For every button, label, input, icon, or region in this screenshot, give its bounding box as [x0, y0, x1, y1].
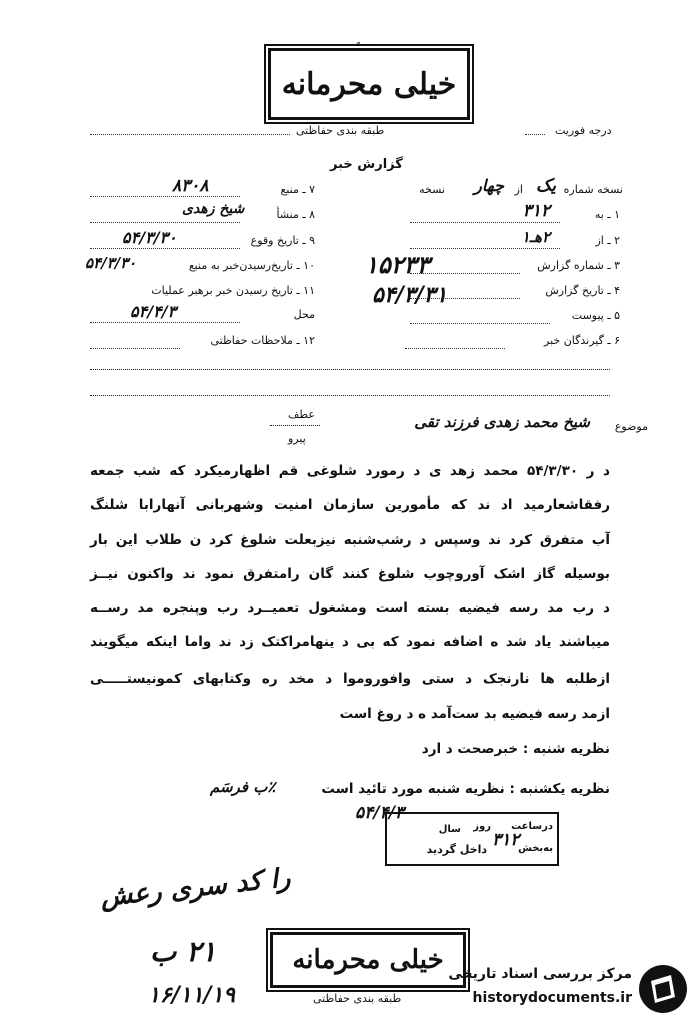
body-line-2: رفقاشعارمید اد ند که مأمورین سازمان امنیت وشهربانی آنهارابا شلنگ [90, 497, 610, 513]
origin-label: ۸ ـ منشأ [276, 208, 315, 221]
location-label: محل [293, 308, 315, 321]
occurrence-date-label: ۹ ـ تاریخ وقوع [250, 234, 315, 247]
urgency-dots [525, 134, 545, 135]
body-line-7: ازطلبه ها نارنجک د ستی وافوروموا د مخد ره وکتابهای کمونیستـــــی [90, 671, 610, 687]
source-label: ۷ ـ منبع [280, 183, 315, 196]
header-divider [90, 369, 610, 370]
receipt-date-value: ۵۴/۴/۳ [355, 803, 404, 823]
saturday-opinion: نظریه شنبه : خبرصحت د ارد [421, 741, 610, 757]
occurrence-date-value: ۵۴/۳/۳۰ [122, 228, 177, 247]
report-number-value: ۱۵۲۳۳ [365, 250, 430, 279]
classification-dots [90, 134, 290, 135]
copy-number-value: یک [536, 176, 556, 196]
source-value: ۸۳۰۸ [172, 176, 209, 196]
sunday-opinion: نظریه یکشنبه : نظریه شنبه مورد تائید است [321, 781, 610, 797]
location-dots [90, 322, 240, 323]
classification-label: طبقه بندی حفاظتی [296, 124, 385, 137]
bottom-classification-stamp: خیلی محرمانه [270, 932, 466, 988]
body-line-8: ازمد رسه فیضیه بد ست‌آمد ه د روغ است [339, 706, 610, 722]
field-to-value: ۳۱۲ [522, 201, 550, 221]
location-value: ۵۴/۴/۳ [130, 302, 177, 321]
copy-of-label: از [514, 183, 523, 196]
occurrence-date-dots [90, 248, 240, 249]
follow-up-label: پیرو [288, 432, 306, 445]
field-from-label: ۲ ـ از [595, 234, 620, 247]
body-line-4: بوسیله گاز اشک آوروچوب شلوغ کنند گان رامتفرق نمود ند واکنون نیــز [90, 566, 610, 582]
urgency-label: درجه فوریت [555, 124, 612, 137]
origin-value: شیخ زهدی [182, 201, 245, 217]
receipt-day-label: روز [473, 821, 491, 832]
recipients-label: ۶ ـ گیرندگان خبر [544, 334, 620, 347]
watermark-url: historydocuments.ir [472, 990, 632, 1006]
attachment-dots [410, 323, 550, 324]
archive-logo-icon [637, 963, 689, 1015]
handwritten-date: ۱۶/۱۱/۱۹ [148, 982, 235, 1008]
source-received-date-label: ۱۰ ـ تاریخ‌رسیدن‌خبر به منبع [188, 259, 315, 272]
body-line-6: میباشند یاد شد ه اضافه نمود که بی د ینهامراکتک زد ند واما اینکه میگویند [90, 634, 610, 650]
report-number-label: ۳ ـ شماره گزارش [537, 259, 620, 272]
field-to-label: ۱ ـ به [594, 208, 620, 221]
report-date-value: ۵۴/۳/۳۱ [372, 282, 448, 308]
receipt-year-label: سال [438, 824, 461, 835]
receipt-entered-label: داخل گردید [426, 843, 487, 856]
ops-received-date-label: ۱۱ ـ تاریخ رسیدن خبر برهبر عملیات [151, 284, 315, 297]
reference-divider [270, 425, 320, 426]
receipt-stamp-box [385, 812, 559, 866]
body-line-3: آب متفرق کرد ند وسپس د رشب‌شنبه نیزبعلت شلوغ کرد ن طلاب این بار [90, 532, 610, 548]
footer-classification-label: طبقه بندی حفاظتی [313, 992, 402, 1005]
reference-label: عطف [288, 408, 315, 421]
recipients-dots [405, 348, 505, 349]
copy-number-label: نسخه شماره [563, 183, 623, 196]
body-line-5: د رب مد رسه فیضیه بسته است ومشغول تعمیــرد رب وپنجره مد رســه [90, 600, 610, 616]
report-date-label: ۴ ـ تاریخ گزارش [545, 284, 620, 297]
subject-value: شیخ محمد زهدی فرزند تقی [414, 413, 590, 431]
top-stamp-tiny: ...ـه [356, 38, 373, 48]
copy-total-value: چهار [474, 176, 504, 195]
security-notes-label: ۱۲ ـ ملاحظات حفاظتی [210, 334, 315, 347]
source-dots [90, 196, 240, 197]
copy-unit-label: نسخه [419, 183, 445, 196]
top-classification-stamp: خیلی محرمانه [268, 48, 470, 120]
attachment-label: ۵ ـ پیوست [571, 309, 620, 322]
handwritten-code: ۲۱ ب [150, 935, 217, 968]
header-divider-2 [90, 395, 610, 396]
source-received-date-value: ۵۴/۳/۳۰ [85, 254, 137, 272]
receipt-time-label: درساعت [511, 821, 553, 832]
field-from-value: ۲هـ۱ [521, 228, 550, 246]
report-title: گزارش خبر [330, 157, 403, 172]
sunday-opinion-signature: ٪ب فرسَم [210, 778, 276, 796]
receipt-section-value: ۳۱۲ [492, 830, 520, 850]
origin-dots [90, 222, 240, 223]
watermark-title: مرکز بررسی اسناد تاریخی [448, 966, 632, 982]
security-notes-dots [90, 348, 180, 349]
handwritten-file-note: را کد سری رعش [98, 863, 292, 913]
field-to-dots [410, 222, 560, 223]
subject-label: موضوع [614, 420, 648, 433]
body-line-1: د ر ۵۴/۳/۳۰ محمد زهد ی د رمورد شلوغی قم اظهارمیکرد که شب جمعه [90, 463, 610, 479]
receipt-section-label: به‌بخش [518, 843, 553, 854]
field-from-dots [410, 248, 560, 249]
